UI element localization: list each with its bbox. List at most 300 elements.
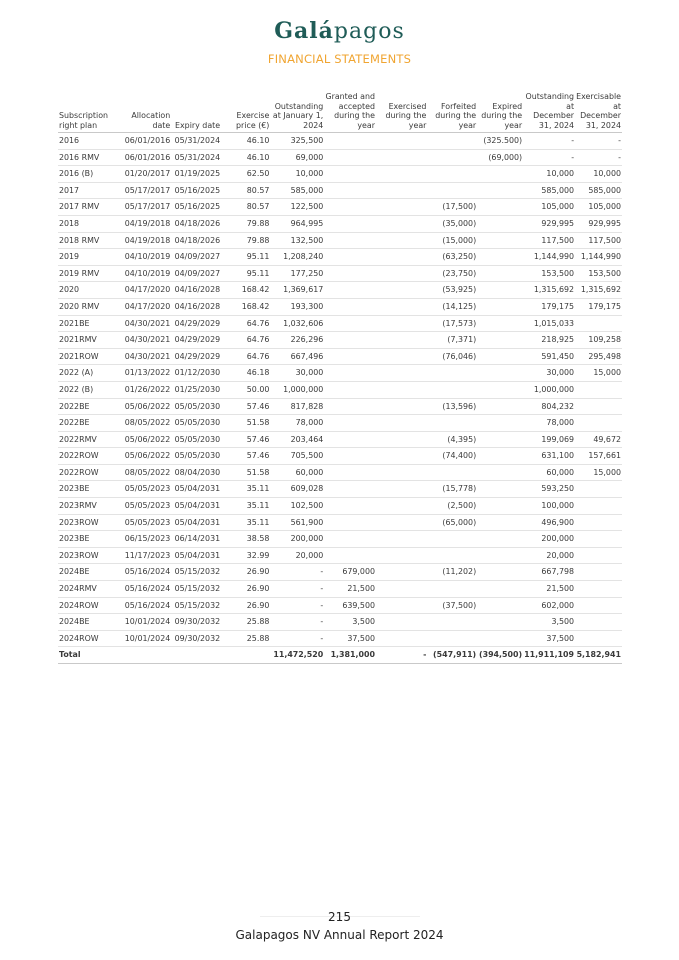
- table-cell: [376, 315, 427, 332]
- table-cell: [477, 547, 523, 564]
- table-cell: 153,500: [523, 265, 575, 282]
- header-row: [58, 92, 622, 133]
- table-cell: (69,000): [477, 149, 523, 166]
- table-cell: [376, 232, 427, 249]
- table-cell: 2024ROW: [58, 597, 114, 614]
- table-cell: 21,500: [324, 581, 376, 598]
- table-cell: 1,000,000: [523, 381, 575, 398]
- table-cell: [324, 498, 376, 515]
- table-cell: [376, 332, 427, 349]
- table-cell: 05/05/2023: [114, 498, 171, 515]
- table-cell: 2023RMV: [58, 498, 114, 515]
- table-cell: 37,500: [523, 630, 575, 647]
- table-cell: 64.76: [221, 348, 270, 365]
- table-cell: 15,000: [575, 464, 622, 481]
- table-cell: [477, 481, 523, 498]
- table-cell: 51.58: [221, 464, 270, 481]
- table-cell: [477, 199, 523, 216]
- table-cell: 05/05/2023: [114, 481, 171, 498]
- table-cell: [575, 630, 622, 647]
- table-cell: 21,500: [523, 581, 575, 598]
- table-cell: 10/01/2024: [114, 630, 171, 647]
- table-cell: 05/04/2031: [171, 481, 221, 498]
- table-cell: 04/09/2027: [171, 249, 221, 266]
- table-cell: 04/16/2028: [171, 298, 221, 315]
- table-cell: 30,000: [523, 365, 575, 382]
- table-cell: [427, 182, 477, 199]
- table-cell: 2021RMV: [58, 332, 114, 349]
- page-number: 215: [328, 910, 351, 924]
- table-cell: 153,500: [575, 265, 622, 282]
- table-cell: 37,500: [324, 630, 376, 647]
- table-cell: 561,900: [270, 514, 324, 531]
- table-header: [58, 92, 622, 133]
- table-cell: [575, 564, 622, 581]
- table-cell: [376, 381, 427, 398]
- column-header: Subscription right plan: [58, 92, 114, 133]
- table-cell: 2023BE: [58, 481, 114, 498]
- table-cell: 679,000: [324, 564, 376, 581]
- table-cell: [477, 332, 523, 349]
- table-cell: 06/14/2031: [171, 531, 221, 548]
- table-cell: [477, 448, 523, 465]
- table-cell: 117,500: [523, 232, 575, 249]
- table-cell: 60,000: [523, 464, 575, 481]
- table-cell: 667,798: [523, 564, 575, 581]
- table-cell: -: [270, 630, 324, 647]
- table-cell: 929,995: [523, 215, 575, 232]
- table-cell: 631,100: [523, 448, 575, 465]
- table-cell: [575, 381, 622, 398]
- table-cell: 79.88: [221, 232, 270, 249]
- table-cell: [427, 381, 477, 398]
- table-cell: [575, 614, 622, 631]
- table-cell: 2018: [58, 215, 114, 232]
- table-cell: 79.88: [221, 215, 270, 232]
- table-cell: 1,144,990: [575, 249, 622, 266]
- table-cell: [324, 365, 376, 382]
- table-cell: [575, 531, 622, 548]
- table-cell: 05/31/2024: [171, 133, 221, 150]
- table-cell: 2023ROW: [58, 547, 114, 564]
- table-cell: [477, 630, 523, 647]
- table-cell: 168.42: [221, 298, 270, 315]
- total-cell: 1,381,000: [324, 647, 376, 664]
- table-cell: 35.11: [221, 498, 270, 515]
- table-row: [58, 365, 622, 382]
- table-cell: [376, 249, 427, 266]
- table-body: [58, 133, 622, 664]
- table-cell: [477, 249, 523, 266]
- table-cell: 05/05/2030: [171, 431, 221, 448]
- table-cell: 08/04/2030: [171, 464, 221, 481]
- table-cell: 04/18/2026: [171, 232, 221, 249]
- table-row: [58, 332, 622, 349]
- table-cell: [477, 614, 523, 631]
- table-cell: (325.500): [477, 133, 523, 150]
- table-cell: [376, 265, 427, 282]
- table-cell: 179,175: [523, 298, 575, 315]
- column-header: Granted and accepted during the year: [324, 92, 376, 133]
- table-cell: 05/16/2024: [114, 581, 171, 598]
- table-cell: 2019: [58, 249, 114, 266]
- table-cell: 38.58: [221, 531, 270, 548]
- table-cell: 15,000: [575, 365, 622, 382]
- table-cell: [376, 498, 427, 515]
- table-cell: [376, 630, 427, 647]
- table-cell: 1,015,033: [523, 315, 575, 332]
- table-cell: 2020 RMV: [58, 298, 114, 315]
- table-cell: 01/12/2030: [171, 365, 221, 382]
- total-cell: [114, 647, 171, 664]
- table-cell: 78,000: [270, 415, 324, 432]
- table-cell: 2024BE: [58, 564, 114, 581]
- table-cell: [376, 448, 427, 465]
- table-cell: 2022BE: [58, 415, 114, 432]
- table-cell: 04/10/2019: [114, 249, 171, 266]
- table-cell: [324, 514, 376, 531]
- column-header: Expired during the year: [477, 92, 523, 133]
- table-cell: 80.57: [221, 182, 270, 199]
- table-cell: 04/30/2021: [114, 315, 171, 332]
- table-cell: 203,464: [270, 431, 324, 448]
- table-cell: [477, 315, 523, 332]
- table-cell: [427, 464, 477, 481]
- table-cell: 10/01/2024: [114, 614, 171, 631]
- table-cell: 200,000: [270, 531, 324, 548]
- table-cell: 26.90: [221, 564, 270, 581]
- table-cell: [324, 531, 376, 548]
- table-cell: [575, 547, 622, 564]
- table-cell: [376, 133, 427, 150]
- table-cell: 04/19/2018: [114, 232, 171, 249]
- table-cell: 2022 (B): [58, 381, 114, 398]
- table-cell: [376, 464, 427, 481]
- table-cell: 10,000: [270, 166, 324, 183]
- table-cell: [575, 398, 622, 415]
- table-cell: 46.18: [221, 365, 270, 382]
- table-cell: [477, 531, 523, 548]
- table-cell: [324, 398, 376, 415]
- table-cell: [324, 282, 376, 299]
- table-cell: 102,500: [270, 498, 324, 515]
- table-row: [58, 232, 622, 249]
- table-cell: 06/01/2016: [114, 133, 171, 150]
- table-cell: 57.46: [221, 448, 270, 465]
- table-cell: [427, 531, 477, 548]
- table-row: [58, 415, 622, 432]
- table-cell: (7,371): [427, 332, 477, 349]
- table-cell: 2022BE: [58, 398, 114, 415]
- table-cell: 08/05/2022: [114, 415, 171, 432]
- table-cell: 04/30/2021: [114, 348, 171, 365]
- table-cell: 2016: [58, 133, 114, 150]
- table-cell: 2023ROW: [58, 514, 114, 531]
- table-cell: 05/16/2025: [171, 199, 221, 216]
- table-row: [58, 149, 622, 166]
- table-cell: [324, 199, 376, 216]
- table-cell: 20,000: [270, 547, 324, 564]
- table-cell: 177,250: [270, 265, 324, 282]
- table-cell: 95.11: [221, 249, 270, 266]
- table-cell: 30,000: [270, 365, 324, 382]
- table-cell: [376, 531, 427, 548]
- table-cell: [376, 597, 427, 614]
- table-cell: [324, 348, 376, 365]
- table-cell: 10,000: [523, 166, 575, 183]
- table-cell: [575, 315, 622, 332]
- table-cell: 2018 RMV: [58, 232, 114, 249]
- table-cell: 10,000: [575, 166, 622, 183]
- column-header: Exercisable at December 31, 2024: [575, 92, 622, 133]
- table-cell: [324, 481, 376, 498]
- table-cell: 04/16/2028: [171, 282, 221, 299]
- table-cell: (2,500): [427, 498, 477, 515]
- table-row: [58, 498, 622, 515]
- total-row: [58, 647, 622, 664]
- table-cell: [376, 514, 427, 531]
- table-row: [58, 614, 622, 631]
- table-cell: 05/04/2031: [171, 514, 221, 531]
- table-cell: 05/06/2022: [114, 448, 171, 465]
- table-cell: [427, 149, 477, 166]
- table-cell: 1,315,692: [575, 282, 622, 299]
- table-row: [58, 215, 622, 232]
- table-cell: [376, 365, 427, 382]
- table-cell: [477, 232, 523, 249]
- table-cell: 05/06/2022: [114, 431, 171, 448]
- table-cell: 01/13/2022: [114, 365, 171, 382]
- total-cell: 11,472,520: [270, 647, 324, 664]
- table-cell: 04/29/2029: [171, 348, 221, 365]
- table-cell: 2017: [58, 182, 114, 199]
- table-cell: [477, 381, 523, 398]
- table-cell: 06/15/2023: [114, 531, 171, 548]
- table-cell: [324, 464, 376, 481]
- table-cell: 496,900: [523, 514, 575, 531]
- table-cell: [427, 166, 477, 183]
- table-cell: 25.88: [221, 614, 270, 631]
- table-cell: 705,500: [270, 448, 324, 465]
- table-cell: (15,778): [427, 481, 477, 498]
- table-cell: 05/04/2031: [171, 498, 221, 515]
- table-cell: 04/30/2021: [114, 332, 171, 349]
- table-cell: [324, 431, 376, 448]
- table-cell: [477, 514, 523, 531]
- table-cell: 3,500: [523, 614, 575, 631]
- table-cell: 04/19/2018: [114, 215, 171, 232]
- table-cell: 1,315,692: [523, 282, 575, 299]
- table-row: [58, 348, 622, 365]
- table-cell: [477, 365, 523, 382]
- company-logo: Galápagos: [274, 18, 405, 44]
- table-cell: [324, 415, 376, 432]
- column-header: Outstanding at January 1, 2024: [270, 92, 324, 133]
- table-cell: [324, 448, 376, 465]
- table-cell: 226,296: [270, 332, 324, 349]
- table-cell: 05/31/2024: [171, 149, 221, 166]
- table-cell: 168.42: [221, 282, 270, 299]
- table-cell: 122,500: [270, 199, 324, 216]
- table-cell: -: [270, 614, 324, 631]
- table-cell: 05/15/2032: [171, 581, 221, 598]
- table-cell: [324, 298, 376, 315]
- table-cell: [575, 514, 622, 531]
- table-cell: (15,000): [427, 232, 477, 249]
- table-cell: [376, 149, 427, 166]
- total-cell: (394,500): [477, 647, 523, 664]
- table-cell: 2020: [58, 282, 114, 299]
- table-cell: 64.76: [221, 315, 270, 332]
- table-cell: 2024RMV: [58, 581, 114, 598]
- table-cell: 2022ROW: [58, 448, 114, 465]
- table-cell: [376, 564, 427, 581]
- subscription-rights-table: [58, 92, 622, 664]
- table-row: [58, 282, 622, 299]
- table-cell: (65,000): [427, 514, 477, 531]
- table-cell: 179,175: [575, 298, 622, 315]
- table-cell: 35.11: [221, 514, 270, 531]
- table-cell: [376, 348, 427, 365]
- table-cell: 05/16/2024: [114, 597, 171, 614]
- table-cell: 804,232: [523, 398, 575, 415]
- table-row: [58, 597, 622, 614]
- table-cell: 95.11: [221, 265, 270, 282]
- table-cell: 05/16/2025: [171, 182, 221, 199]
- table-cell: 05/05/2030: [171, 415, 221, 432]
- table-cell: 2024BE: [58, 614, 114, 631]
- table-cell: [324, 547, 376, 564]
- table-cell: [376, 199, 427, 216]
- table-cell: [477, 298, 523, 315]
- total-cell: (547,911): [427, 647, 477, 664]
- total-cell: -: [376, 647, 427, 664]
- table-cell: 117,500: [575, 232, 622, 249]
- table-row: [58, 531, 622, 548]
- table-cell: [324, 332, 376, 349]
- table-cell: (17,573): [427, 315, 477, 332]
- table-cell: 200,000: [523, 531, 575, 548]
- table-cell: (11,202): [427, 564, 477, 581]
- table-cell: 585,000: [523, 182, 575, 199]
- table-cell: 05/05/2030: [171, 398, 221, 415]
- table-cell: [324, 182, 376, 199]
- table-cell: -: [270, 564, 324, 581]
- table-cell: 1,369,617: [270, 282, 324, 299]
- table-cell: [324, 249, 376, 266]
- table-cell: 2016 RMV: [58, 149, 114, 166]
- table-cell: 01/19/2025: [171, 166, 221, 183]
- table-cell: 218,925: [523, 332, 575, 349]
- table-cell: 929,995: [575, 215, 622, 232]
- table-cell: 109,258: [575, 332, 622, 349]
- table-cell: 11/17/2023: [114, 547, 171, 564]
- column-header: Exercise price (€): [221, 92, 270, 133]
- table-cell: (35,000): [427, 215, 477, 232]
- table-cell: (76,046): [427, 348, 477, 365]
- table-cell: [477, 182, 523, 199]
- table-cell: (63,250): [427, 249, 477, 266]
- table-cell: 08/05/2022: [114, 464, 171, 481]
- table-cell: 2016 (B): [58, 166, 114, 183]
- table-row: [58, 514, 622, 531]
- table-cell: 32.99: [221, 547, 270, 564]
- table-cell: 05/15/2032: [171, 564, 221, 581]
- table-row: [58, 315, 622, 332]
- table-cell: -: [575, 149, 622, 166]
- table-cell: [376, 298, 427, 315]
- table-cell: [477, 564, 523, 581]
- table-cell: 60,000: [270, 464, 324, 481]
- table-cell: 09/30/2032: [171, 630, 221, 647]
- table-cell: (37,500): [427, 597, 477, 614]
- table-cell: [324, 215, 376, 232]
- table-cell: [376, 398, 427, 415]
- table-cell: 04/10/2019: [114, 265, 171, 282]
- table-cell: 157,661: [575, 448, 622, 465]
- table-cell: [477, 398, 523, 415]
- table-cell: [575, 498, 622, 515]
- table-cell: 639,500: [324, 597, 376, 614]
- table-cell: [324, 265, 376, 282]
- table-cell: 132,500: [270, 232, 324, 249]
- table-cell: 2023BE: [58, 531, 114, 548]
- table-row: [58, 431, 622, 448]
- table-cell: 2017 RMV: [58, 199, 114, 216]
- table-row: [58, 298, 622, 315]
- table-cell: 2022ROW: [58, 464, 114, 481]
- table-cell: 46.10: [221, 133, 270, 150]
- table-cell: [376, 415, 427, 432]
- table-cell: -: [270, 597, 324, 614]
- table-cell: [477, 464, 523, 481]
- table-cell: (74,400): [427, 448, 477, 465]
- table-cell: [427, 547, 477, 564]
- table-cell: 817,828: [270, 398, 324, 415]
- table-cell: 2022RMV: [58, 431, 114, 448]
- table-cell: [427, 614, 477, 631]
- table-cell: 62.50: [221, 166, 270, 183]
- table-cell: 78,000: [523, 415, 575, 432]
- table-cell: 26.90: [221, 597, 270, 614]
- column-header: Forfeited during the year: [427, 92, 477, 133]
- table-cell: [324, 381, 376, 398]
- table-cell: [376, 431, 427, 448]
- table-row: [58, 630, 622, 647]
- table-cell: [477, 581, 523, 598]
- table-cell: 585,000: [270, 182, 324, 199]
- table-cell: [427, 133, 477, 150]
- table-cell: 2019 RMV: [58, 265, 114, 282]
- table-cell: (17,500): [427, 199, 477, 216]
- table-cell: [376, 547, 427, 564]
- table-cell: 325,500: [270, 133, 324, 150]
- table-cell: (4,395): [427, 431, 477, 448]
- table-row: [58, 199, 622, 216]
- table-cell: [324, 315, 376, 332]
- column-header: Allocation date: [114, 92, 171, 133]
- table-row: [58, 381, 622, 398]
- table-cell: 105,000: [575, 199, 622, 216]
- table-cell: 05/05/2030: [171, 448, 221, 465]
- table-cell: 06/01/2016: [114, 149, 171, 166]
- table-cell: [376, 215, 427, 232]
- table-cell: [324, 133, 376, 150]
- table-cell: 04/17/2020: [114, 282, 171, 299]
- table-cell: 46.10: [221, 149, 270, 166]
- table-cell: [575, 597, 622, 614]
- table-cell: 2021BE: [58, 315, 114, 332]
